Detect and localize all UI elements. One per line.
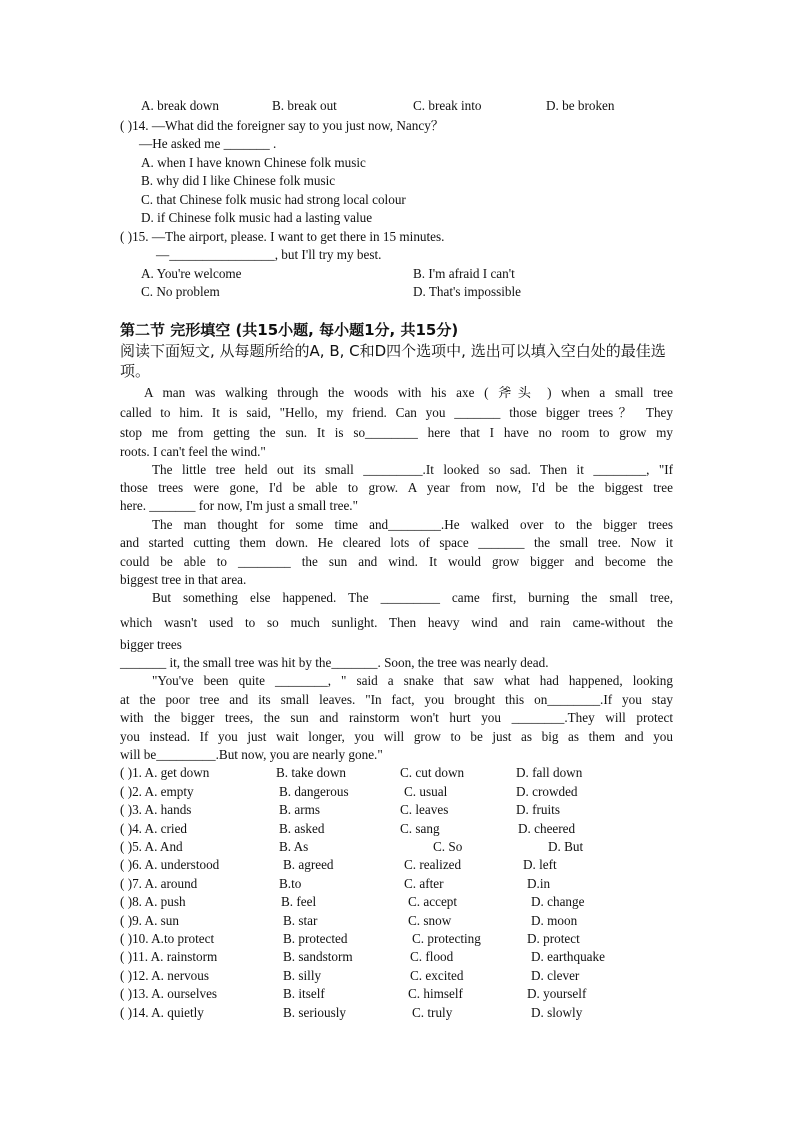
- cloze-14-d: D. slowly: [531, 1005, 583, 1020]
- q14-option-c: C. that Chinese folk music had strong local colour: [141, 192, 406, 207]
- passage-line-3: stop me from getting the sun. It is so________ here that I have no room to grow my: [120, 425, 673, 440]
- passage-line-9: and started cutting them down. He cleared lots of space _______ the small tree. Now it: [120, 535, 673, 550]
- cloze-14-b: B. seriously: [283, 1005, 347, 1020]
- passage-line-18: with the bigger trees, the sun and rainstorm won't hurt you ________.They will protect: [120, 710, 673, 725]
- cloze-11-d: D. earthquake: [531, 949, 605, 964]
- q15-option-d: D. That's impossible: [413, 284, 521, 299]
- cloze-10-d: D. protect: [527, 931, 580, 946]
- q13-option-a: A. break down: [141, 98, 220, 113]
- cloze-11-b: B. sandstorm: [283, 949, 353, 964]
- cloze-12-d: D. clever: [531, 968, 580, 983]
- cloze-10-c: C. protecting: [412, 931, 481, 946]
- cloze-6-b: B. agreed: [283, 857, 334, 872]
- passage-line-17: at the poor tree and its small leaves. "In fact, you brought this on________.If you stay: [120, 692, 673, 707]
- section-title: 第二节 完形填空 (共15小题, 每小题1分, 共15分): [120, 321, 459, 339]
- q13-option-b: B. break out: [272, 98, 337, 113]
- q14-option-d: D. if Chinese folk music had a lasting value: [141, 210, 373, 225]
- cloze-3-c: C. leaves: [400, 802, 449, 817]
- q14-reply: —He asked me _______ .: [139, 136, 277, 151]
- cloze-7-a: ( )7. A. around: [120, 876, 198, 891]
- passage-line-4: roots. I can't feel the wind.": [120, 444, 266, 459]
- passage-line-11: biggest tree in that area.: [120, 572, 247, 587]
- passage-line-1: A man was walking through the woods with his axe ( 斧头 ) when a small tree: [144, 385, 673, 400]
- cloze-13-c: C. himself: [408, 986, 463, 1001]
- q15-option-a: A. You're welcome: [141, 266, 242, 281]
- cloze-12-c: C. excited: [410, 968, 464, 983]
- cloze-1-b: B. take down: [276, 765, 346, 780]
- cloze-4-c: C. sang: [400, 821, 440, 836]
- cloze-4-b: B. asked: [279, 821, 325, 836]
- cloze-9-c: C. snow: [408, 913, 452, 928]
- cloze-1-c: C. cut down: [400, 765, 465, 780]
- cloze-7-c: C. after: [404, 876, 444, 891]
- passage-line-6: those trees were gone, I'd be able to grow. A year from now, I'd be the biggest tree: [120, 480, 673, 495]
- cloze-13-a: ( )13. A. ourselves: [120, 986, 218, 1001]
- cloze-8-d: D. change: [531, 894, 585, 909]
- cloze-7-d: D.in: [527, 876, 551, 891]
- cloze-8-b: B. feel: [281, 894, 317, 909]
- cloze-2-b: B. dangerous: [279, 784, 349, 799]
- cloze-11-a: ( )11. A. rainstorm: [120, 949, 218, 964]
- passage-line-12: But something else happened. The _________ came first, burning the small tree,: [152, 590, 673, 605]
- cloze-10-b: B. protected: [283, 931, 348, 946]
- cloze-14-c: C. truly: [412, 1005, 453, 1020]
- passage-line-7: here. _______ for now, I'm just a small tree.": [120, 498, 358, 513]
- q14-option-a: A. when I have known Chinese folk music: [141, 155, 366, 170]
- cloze-13-b: B. itself: [283, 986, 325, 1001]
- cloze-14-a: ( )14. A. quietly: [120, 1005, 204, 1020]
- cloze-12-a: ( )12. A. nervous: [120, 968, 210, 983]
- q14-stem: ( )14. —What did the foreigner say to you just now, Nancy？: [120, 118, 444, 133]
- cloze-13-d: D. yourself: [527, 986, 587, 1001]
- q15-option-b: B. I'm afraid I can't: [413, 266, 515, 281]
- cloze-9-d: D. moon: [531, 913, 578, 928]
- passage-line-10: could be able to ________ the sun and wind. It would grow bigger and become the: [120, 554, 673, 569]
- cloze-3-d: D. fruits: [516, 802, 560, 817]
- cloze-7-b: B.to: [279, 876, 302, 891]
- cloze-4-d: D. cheered: [518, 821, 576, 836]
- cloze-6-d: D. left: [523, 857, 557, 872]
- passage-line-19: you instead. If you just wait longer, you will grow to be just as big as them and you: [120, 729, 673, 744]
- cloze-1-d: D. fall down: [516, 765, 583, 780]
- passage-line-15: _______ it, the small tree was hit by the_______. Soon, the tree was nearly dead.: [120, 655, 549, 670]
- cloze-2-a: ( )2. A. empty: [120, 784, 194, 799]
- q14-option-b: B. why did I like Chinese folk music: [141, 173, 336, 188]
- cloze-12-b: B. silly: [283, 968, 322, 983]
- section-instruction: 阅读下面短文, 从每题所给的A, B, C和D四个选项中, 选出可以填入空白处的最佳选项。: [120, 342, 666, 380]
- passage-line-8: The man thought for some time and________.He walked over to the bigger trees: [152, 517, 673, 532]
- passage-line-16: "You've been quite ________, " said a snake that saw what had happened, looking: [152, 673, 673, 688]
- passage-line-13: which wasn't used to so much sunlight. Then heavy wind and rain came‐without the: [120, 615, 673, 630]
- cloze-9-a: ( )9. A. sun: [120, 913, 179, 928]
- cloze-5-a: ( )5. A. And: [120, 839, 183, 854]
- passage-line-14: bigger trees: [120, 637, 182, 652]
- cloze-6-a: ( )6. A. understood: [120, 857, 220, 872]
- q15-reply: —________________, but I'll try my best.: [156, 247, 382, 262]
- q13-option-c: C. break into: [413, 98, 482, 113]
- cloze-2-c: C. usual: [404, 784, 448, 799]
- cloze-8-c: C. accept: [408, 894, 458, 909]
- passage-line-2: called to him. It is said, "Hello, my friend. Can you _______ those bigger trees？ They: [120, 405, 673, 420]
- cloze-3-b: B. arms: [279, 802, 321, 817]
- cloze-11-c: C. flood: [410, 949, 454, 964]
- cloze-1-a: ( )1. A. get down: [120, 765, 210, 780]
- q13-option-d: D. be broken: [546, 98, 615, 113]
- cloze-2-d: D. crowded: [516, 784, 578, 799]
- cloze-5-c: C. So: [433, 839, 463, 854]
- cloze-4-a: ( )4. A. cried: [120, 821, 188, 836]
- cloze-9-b: B. star: [283, 913, 318, 928]
- cloze-5-b: B. As: [279, 839, 309, 854]
- cloze-8-a: ( )8. A. push: [120, 894, 186, 909]
- cloze-3-a: ( )3. A. hands: [120, 802, 192, 817]
- cloze-6-c: C. realized: [404, 857, 462, 872]
- cloze-5-d: D. But: [548, 839, 584, 854]
- passage-line-20: will be_________.But now, you are nearly gone.": [120, 747, 383, 762]
- passage-line-5: The little tree held out its small _________.It looked so sad. Then it ________, "If: [152, 462, 673, 477]
- cloze-10-a: ( )10. A.to protect: [120, 931, 215, 946]
- q15-stem: ( )15. —The airport, please. I want to get there in 15 minutes.: [120, 229, 445, 244]
- q15-option-c: C. No problem: [141, 284, 220, 299]
